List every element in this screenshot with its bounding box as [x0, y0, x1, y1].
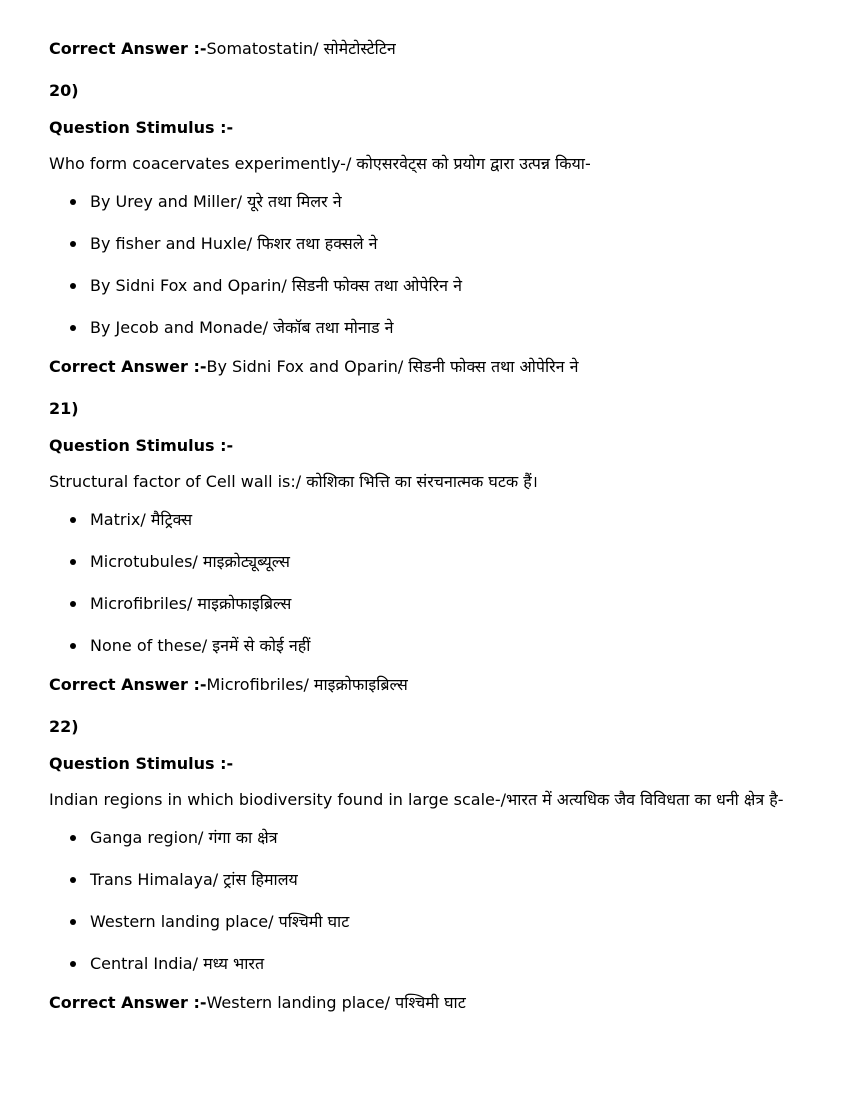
question-stimulus-text: Indian regions in which biodiversity found in large scale-/भारत में अत्यधिक जैव विविधता का धनी क्षेत्र है- [49, 790, 784, 809]
question-stimulus-text: Structural factor of Cell wall is:/ कोशिका भित्ति का संरचनात्मक घटक हैं। [49, 472, 538, 491]
option-text: By fisher and Huxle/ फिशर तथा हक्सले ने [90, 234, 378, 253]
option-list [49, 191, 809, 339]
question-block-20 [49, 80, 809, 380]
bullet-icon [70, 241, 76, 247]
option-item [49, 509, 809, 531]
question-number: 20) [49, 81, 79, 100]
option-text: Microfibriles/ माइक्रोफाइब्रिल्स [90, 594, 292, 613]
correct-answer-19 [49, 38, 809, 62]
question-stimulus-label: Question Stimulus :- [49, 754, 234, 773]
option-text: Trans Himalaya/ ट्रांस हिमालय [90, 870, 298, 889]
question-number: 22) [49, 717, 79, 736]
option-item [49, 233, 809, 255]
option-item [49, 953, 809, 975]
correct-answer-label: Correct Answer :- [49, 675, 207, 694]
option-text: None of these/ इनमें से कोई नहीं [90, 636, 311, 655]
correct-answer-value: Western landing place/ पश्चिमी घाट [206, 993, 466, 1012]
bullet-icon [70, 877, 76, 883]
option-item [49, 551, 809, 573]
bullet-icon [70, 601, 76, 607]
option-item [49, 635, 809, 657]
correct-answer-value: Microfibriles/ माइक्रोफाइब्रिल्स [206, 675, 408, 694]
bullet-icon [70, 961, 76, 967]
option-text: Ganga region/ गंगा का क्षेत्र [90, 828, 278, 847]
correct-answer [49, 992, 809, 1016]
option-list [49, 509, 809, 657]
correct-answer [49, 674, 809, 698]
option-item [49, 827, 809, 849]
option-text: Western landing place/ पश्चिमी घाट [90, 912, 350, 931]
question-block-22 [49, 716, 809, 1016]
option-item [49, 191, 809, 213]
bullet-icon [70, 919, 76, 925]
bullet-icon [70, 325, 76, 331]
correct-answer-value: Somatostatin/ सोमेटोस्टेटिन [206, 39, 396, 58]
option-item [49, 275, 809, 297]
option-item [49, 911, 809, 933]
option-item [49, 593, 809, 615]
option-text: Matrix/ मैट्रिक्स [90, 510, 193, 529]
option-text: By Sidni Fox and Oparin/ सिडनी फोक्स तथा ओपेरिन ने [90, 276, 463, 295]
bullet-icon [70, 199, 76, 205]
option-item [49, 317, 809, 339]
question-number: 21) [49, 399, 79, 418]
correct-answer [49, 356, 809, 380]
bullet-icon [70, 559, 76, 565]
option-list [49, 827, 809, 975]
question-stimulus-text: Who form coacervates experimently-/ कोएसरवेट्स को प्रयोग द्वारा उत्पन्न किया- [49, 154, 591, 173]
bullet-icon [70, 517, 76, 523]
question-stimulus-label: Question Stimulus :- [49, 436, 234, 455]
option-text: Microtubules/ माइक्रोट्यूब्यूल्स [90, 552, 290, 571]
option-text: By Urey and Miller/ यूरे तथा मिलर ने [90, 192, 342, 211]
correct-answer-label: Correct Answer :- [49, 993, 207, 1012]
correct-answer-value: By Sidni Fox and Oparin/ सिडनी फोक्स तथा ओपेरिन ने [206, 357, 579, 376]
bullet-icon [70, 835, 76, 841]
correct-answer-label: Correct Answer :- [49, 39, 207, 58]
option-item [49, 869, 809, 891]
option-text: By Jecob and Monade/ जेकॉब तथा मोनाड ने [90, 318, 394, 337]
question-paper-page [49, 38, 809, 1034]
correct-answer-label: Correct Answer :- [49, 357, 207, 376]
question-stimulus-label: Question Stimulus :- [49, 118, 234, 137]
bullet-icon [70, 283, 76, 289]
option-text: Central India/ मध्य भारत [90, 954, 265, 973]
bullet-icon [70, 643, 76, 649]
question-block-21 [49, 398, 809, 698]
